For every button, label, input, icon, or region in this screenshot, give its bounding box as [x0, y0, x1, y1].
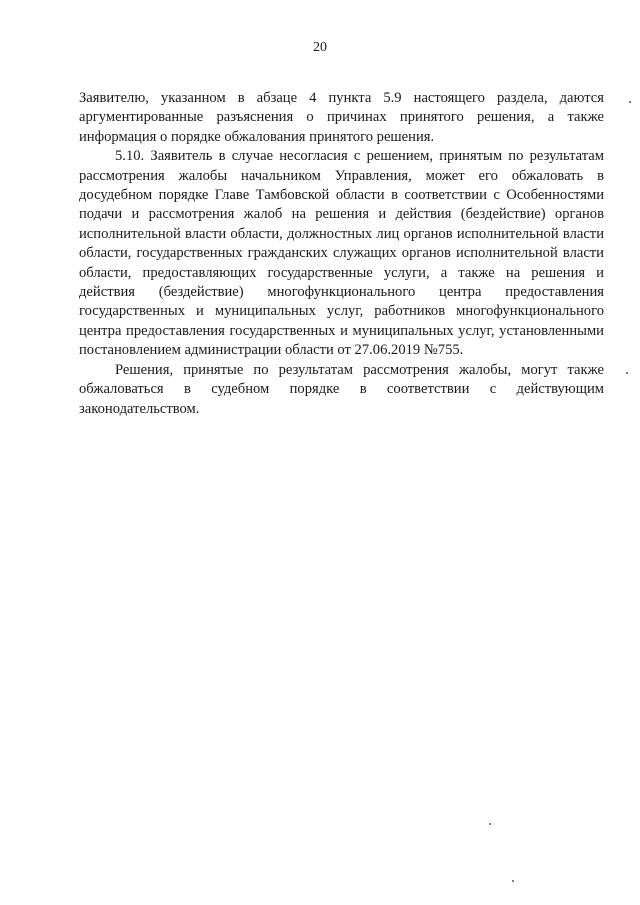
- scan-speck: [629, 101, 631, 103]
- paragraph-5-10-appeal: 5.10. Заявитель в случае несогласия с решением, принятым по результатам рассмотрения жалобы начальником Управления, может его обжаловать в досудебном порядке Главе Тамбовской области в соответствии с Особенностями подачи и рассмотрения жалоб на решения и действия (бездействие) органов исполнительной власти области, должностных лиц органов исполнительной власти области, государственных гражданских служащих органов исполнительной власти области, предоставляющих государственные услуги, а также на решения и действия (бездействие) многофункционального центра предоставления государственных и муниципальных услуг, работников многофункционального центра предоставления государственных и муниципальных услуг, установленными постановлением администрации области от 27.06.2019 №755.: [79, 148, 604, 359]
- document-body: [79, 89, 604, 419]
- paragraph-court-appeal: Решения, принятые по результатам рассмотрения жалобы, могут также обжаловаться в судебном порядке в соответствии с действующим законодательством.: [79, 361, 604, 417]
- paragraph-explanation: Заявителю, указанном в абзаце 4 пункта 5.9 настоящего раздела, даются аргументированные разъяснения о причинах принятого решения, а также информация о порядке обжалования принятого решения.: [79, 90, 604, 145]
- scan-speck: [489, 823, 491, 825]
- scan-speck: [626, 372, 628, 374]
- page-number: 20: [313, 40, 327, 55]
- scan-speck: [512, 880, 514, 882]
